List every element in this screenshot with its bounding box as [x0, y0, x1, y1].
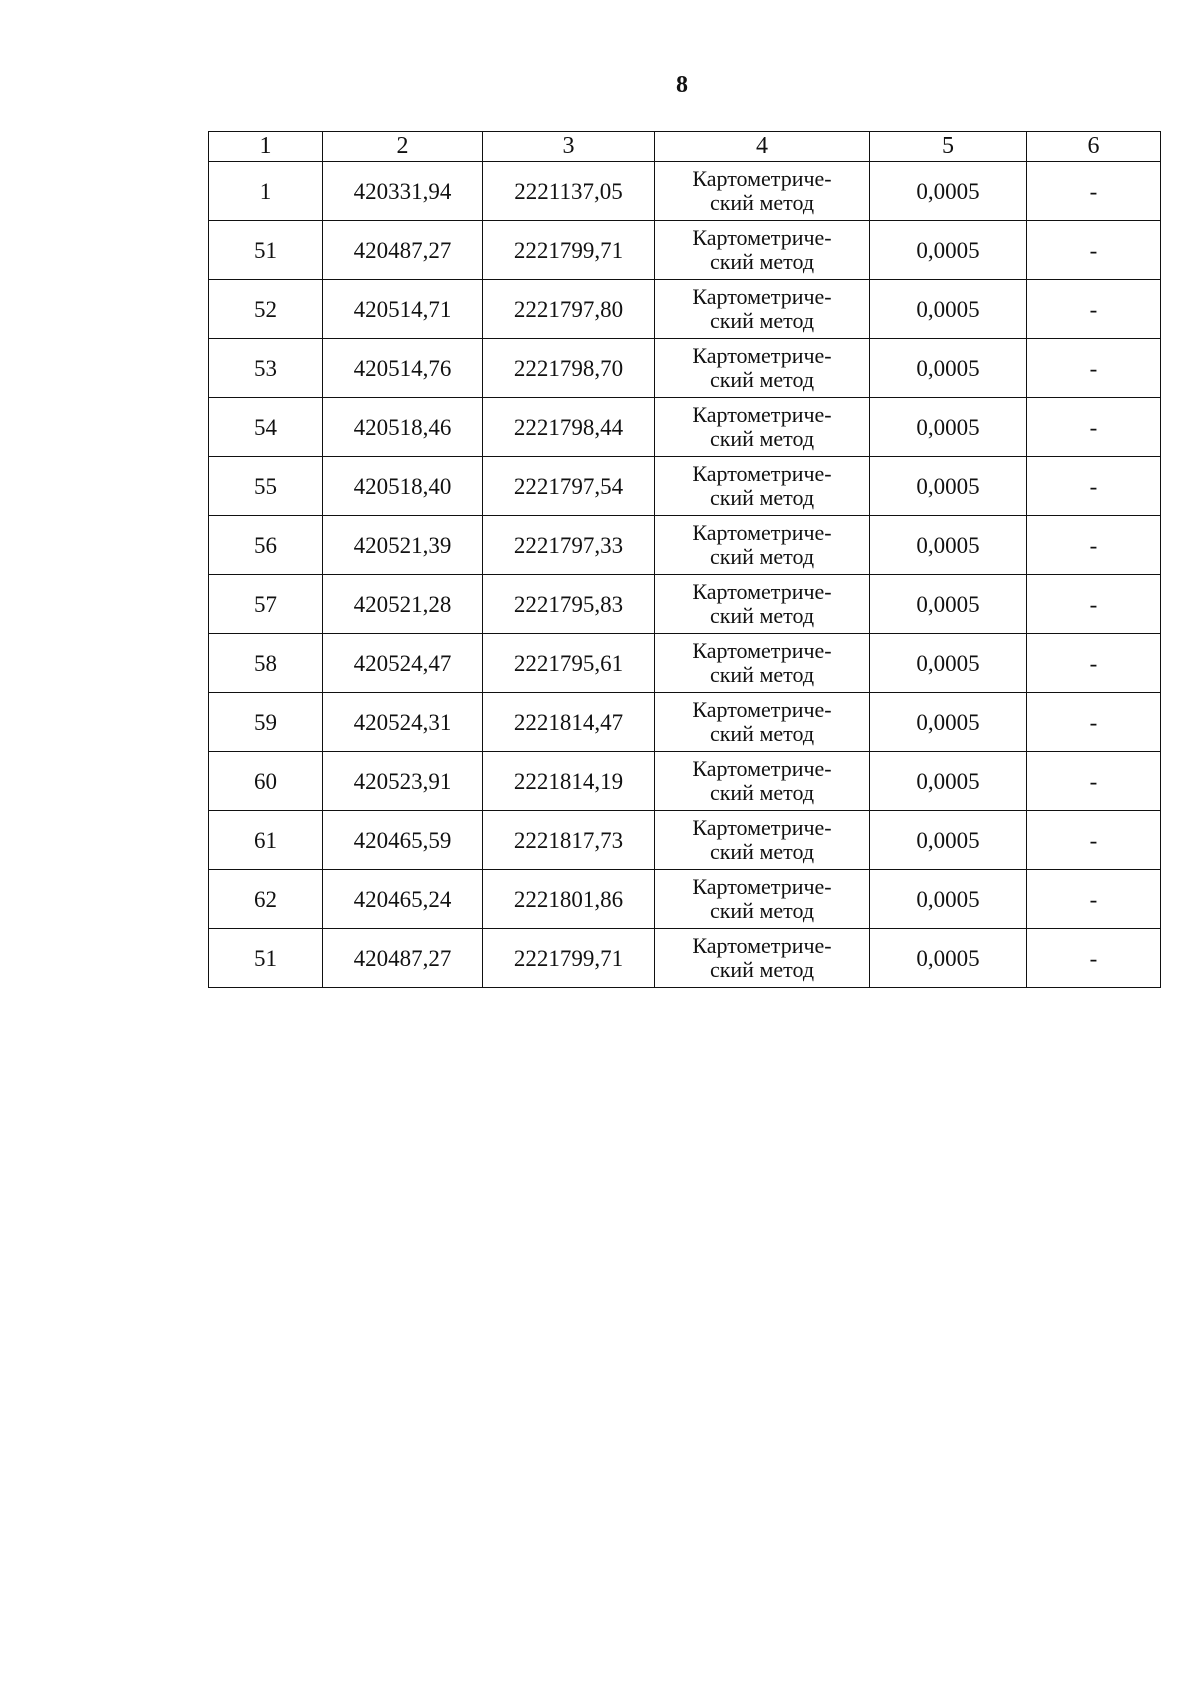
extra-cell: -	[1027, 634, 1161, 693]
table-row	[209, 221, 1161, 280]
point-number-cell: 52	[209, 280, 323, 339]
accuracy-cell: 0,0005	[870, 221, 1027, 280]
header-cell-6: 6	[1027, 132, 1161, 162]
table-row	[209, 870, 1161, 929]
point-number-cell: 55	[209, 457, 323, 516]
y-coordinate-cell: 2221814,47	[483, 693, 655, 752]
method-cell: Картометриче- ский метод	[655, 280, 870, 339]
method-cell: Картометриче- ский метод	[655, 634, 870, 693]
table-row	[209, 634, 1161, 693]
y-coordinate-cell: 2221799,71	[483, 221, 655, 280]
y-coordinate-cell: 2221798,70	[483, 339, 655, 398]
point-number-cell: 59	[209, 693, 323, 752]
method-cell: Картометриче- ский метод	[655, 870, 870, 929]
method-cell: Картометриче- ский метод	[655, 398, 870, 457]
method-cell: Картометриче- ский метод	[655, 575, 870, 634]
table-row	[209, 811, 1161, 870]
table-row	[209, 339, 1161, 398]
table-row	[209, 929, 1161, 988]
header-cell-5: 5	[870, 132, 1027, 162]
accuracy-cell: 0,0005	[870, 752, 1027, 811]
y-coordinate-cell: 2221795,61	[483, 634, 655, 693]
header-cell-3: 3	[483, 132, 655, 162]
extra-cell: -	[1027, 398, 1161, 457]
header-cell-1: 1	[209, 132, 323, 162]
accuracy-cell: 0,0005	[870, 575, 1027, 634]
point-number-cell: 62	[209, 870, 323, 929]
point-number-cell: 53	[209, 339, 323, 398]
method-cell: Картометриче- ский метод	[655, 516, 870, 575]
extra-cell: -	[1027, 516, 1161, 575]
table-row	[209, 280, 1161, 339]
accuracy-cell: 0,0005	[870, 811, 1027, 870]
point-number-cell: 61	[209, 811, 323, 870]
method-cell: Картометриче- ский метод	[655, 752, 870, 811]
x-coordinate-cell: 420465,24	[323, 870, 483, 929]
x-coordinate-cell: 420487,27	[323, 221, 483, 280]
y-coordinate-cell: 2221137,05	[483, 162, 655, 221]
point-number-cell: 1	[209, 162, 323, 221]
header-cell-2: 2	[323, 132, 483, 162]
x-coordinate-cell: 420524,47	[323, 634, 483, 693]
point-number-cell: 60	[209, 752, 323, 811]
accuracy-cell: 0,0005	[870, 398, 1027, 457]
x-coordinate-cell: 420524,31	[323, 693, 483, 752]
table-row	[209, 752, 1161, 811]
extra-cell: -	[1027, 693, 1161, 752]
table-row	[209, 693, 1161, 752]
y-coordinate-cell: 2221795,83	[483, 575, 655, 634]
y-coordinate-cell: 2221798,44	[483, 398, 655, 457]
y-coordinate-cell: 2221817,73	[483, 811, 655, 870]
point-number-cell: 57	[209, 575, 323, 634]
point-number-cell: 56	[209, 516, 323, 575]
accuracy-cell: 0,0005	[870, 457, 1027, 516]
y-coordinate-cell: 2221797,54	[483, 457, 655, 516]
extra-cell: -	[1027, 162, 1161, 221]
x-coordinate-cell: 420487,27	[323, 929, 483, 988]
method-cell: Картометриче- ский метод	[655, 929, 870, 988]
extra-cell: -	[1027, 221, 1161, 280]
table-row	[209, 575, 1161, 634]
x-coordinate-cell: 420518,46	[323, 398, 483, 457]
table-body	[209, 162, 1161, 988]
table-row	[209, 398, 1161, 457]
accuracy-cell: 0,0005	[870, 280, 1027, 339]
point-number-cell: 58	[209, 634, 323, 693]
accuracy-cell: 0,0005	[870, 339, 1027, 398]
table-row	[209, 516, 1161, 575]
header-cell-4: 4	[655, 132, 870, 162]
method-cell: Картометриче- ский метод	[655, 693, 870, 752]
y-coordinate-cell: 2221801,86	[483, 870, 655, 929]
point-number-cell: 51	[209, 221, 323, 280]
x-coordinate-cell: 420521,39	[323, 516, 483, 575]
method-cell: Картометриче- ский метод	[655, 457, 870, 516]
method-cell: Картометриче- ский метод	[655, 221, 870, 280]
x-coordinate-cell: 420521,28	[323, 575, 483, 634]
extra-cell: -	[1027, 457, 1161, 516]
accuracy-cell: 0,0005	[870, 929, 1027, 988]
header-row	[209, 132, 1161, 162]
table-row	[209, 162, 1161, 221]
page-number: 8	[676, 72, 688, 98]
point-number-cell: 54	[209, 398, 323, 457]
extra-cell: -	[1027, 752, 1161, 811]
accuracy-cell: 0,0005	[870, 693, 1027, 752]
extra-cell: -	[1027, 929, 1161, 988]
method-cell: Картометриче- ский метод	[655, 339, 870, 398]
method-cell: Картометриче- ский метод	[655, 162, 870, 221]
extra-cell: -	[1027, 870, 1161, 929]
x-coordinate-cell: 420514,71	[323, 280, 483, 339]
x-coordinate-cell: 420514,76	[323, 339, 483, 398]
table-row	[209, 457, 1161, 516]
coordinates-table	[208, 131, 1161, 988]
method-cell: Картометриче- ский метод	[655, 811, 870, 870]
y-coordinate-cell: 2221797,33	[483, 516, 655, 575]
x-coordinate-cell: 420331,94	[323, 162, 483, 221]
extra-cell: -	[1027, 575, 1161, 634]
x-coordinate-cell: 420518,40	[323, 457, 483, 516]
x-coordinate-cell: 420465,59	[323, 811, 483, 870]
y-coordinate-cell: 2221814,19	[483, 752, 655, 811]
extra-cell: -	[1027, 339, 1161, 398]
extra-cell: -	[1027, 811, 1161, 870]
point-number-cell: 51	[209, 929, 323, 988]
accuracy-cell: 0,0005	[870, 870, 1027, 929]
accuracy-cell: 0,0005	[870, 162, 1027, 221]
accuracy-cell: 0,0005	[870, 516, 1027, 575]
table-header	[209, 132, 1161, 162]
extra-cell: -	[1027, 280, 1161, 339]
accuracy-cell: 0,0005	[870, 634, 1027, 693]
y-coordinate-cell: 2221797,80	[483, 280, 655, 339]
y-coordinate-cell: 2221799,71	[483, 929, 655, 988]
x-coordinate-cell: 420523,91	[323, 752, 483, 811]
